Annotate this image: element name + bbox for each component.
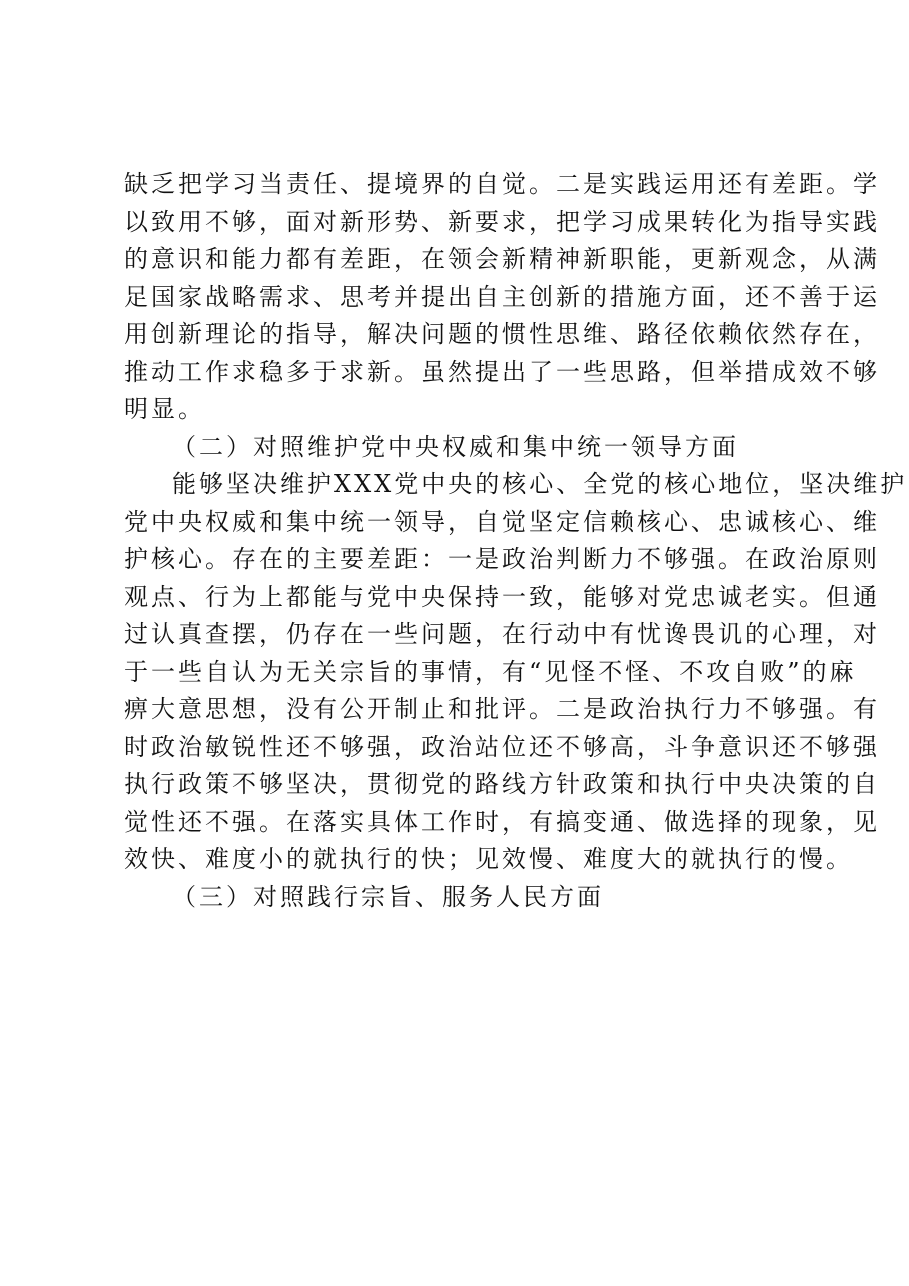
paragraph-2-line: 于一些自认为无关宗旨的事情，有“见怪不怪、不攻自败”的麻: [124, 657, 857, 686]
paragraph-2-line: 护核心。存在的主要差距：一是政治判断力不够强。在政治原则: [124, 545, 880, 573]
paragraph-2: [124, 466, 908, 879]
paragraph-1-line: 足国家战略需求、思考并提出自主创新的措施方面，还不善于运: [124, 282, 880, 311]
paragraph-1-line: 明显。: [124, 395, 205, 423]
paragraph-2-line: 效快、难度小的就执行的快；见效慢、难度大的就执行的慢。: [124, 845, 853, 873]
paragraph-1-line: 用创新理论的指导，解决问题的惯性思维、路径依赖依然存在，: [124, 320, 880, 348]
paragraph-2-line: 痹大意思想，没有公开制止和批评。二是政治执行力不够强。有: [124, 695, 880, 723]
paragraph-1: [124, 166, 880, 429]
paragraph-2-line: 过认真查摆，仍存在一些问题，在行动中有忧谗畏讥的心理，对: [124, 620, 880, 648]
paragraph-2-line: 能够坚决维护XXX党中央的核心、全党的核心地位，坚决维护: [172, 470, 908, 498]
paragraph-2-line: 观点、行为上都能与党中央保持一致，能够对党忠诚老实。但通: [124, 582, 880, 611]
paragraph-2-line: 时政治敏锐性还不够强，政治站位还不够高，斗争意识还不够强: [124, 732, 880, 761]
paragraph-2-line: 执行政策不够坚决，贯彻党的路线方针政策和执行中央决策的自: [124, 770, 880, 798]
section-heading-2: （二）对照维护党中央权威和集中统一领导方面: [172, 432, 739, 461]
paragraph-1-line: 缺乏把学习当责任、提境界的自觉。二是实践运用还有差距。学: [124, 170, 880, 198]
paragraph-2-line: 党中央权威和集中统一领导，自觉坚定信赖核心、忠诚核心、维: [124, 507, 880, 536]
paragraph-1-line: 以致用不够，面对新形势、新要求，把学习成果转化为指导实践: [124, 207, 880, 236]
section-heading-3: （三）对照践行宗旨、服务人民方面: [172, 882, 604, 911]
paragraph-1-line: 的意识和能力都有差距，在领会新精神新职能，更新观念，从满: [124, 245, 880, 273]
paragraph-2-line: 觉性还不强。在落实具体工作时，有搞变通、做选择的现象，见: [124, 807, 880, 836]
paragraph-1-line: 推动工作求稳多于求新。虽然提出了一些思路，但举措成效不够: [124, 357, 880, 386]
document-body: [124, 166, 908, 916]
